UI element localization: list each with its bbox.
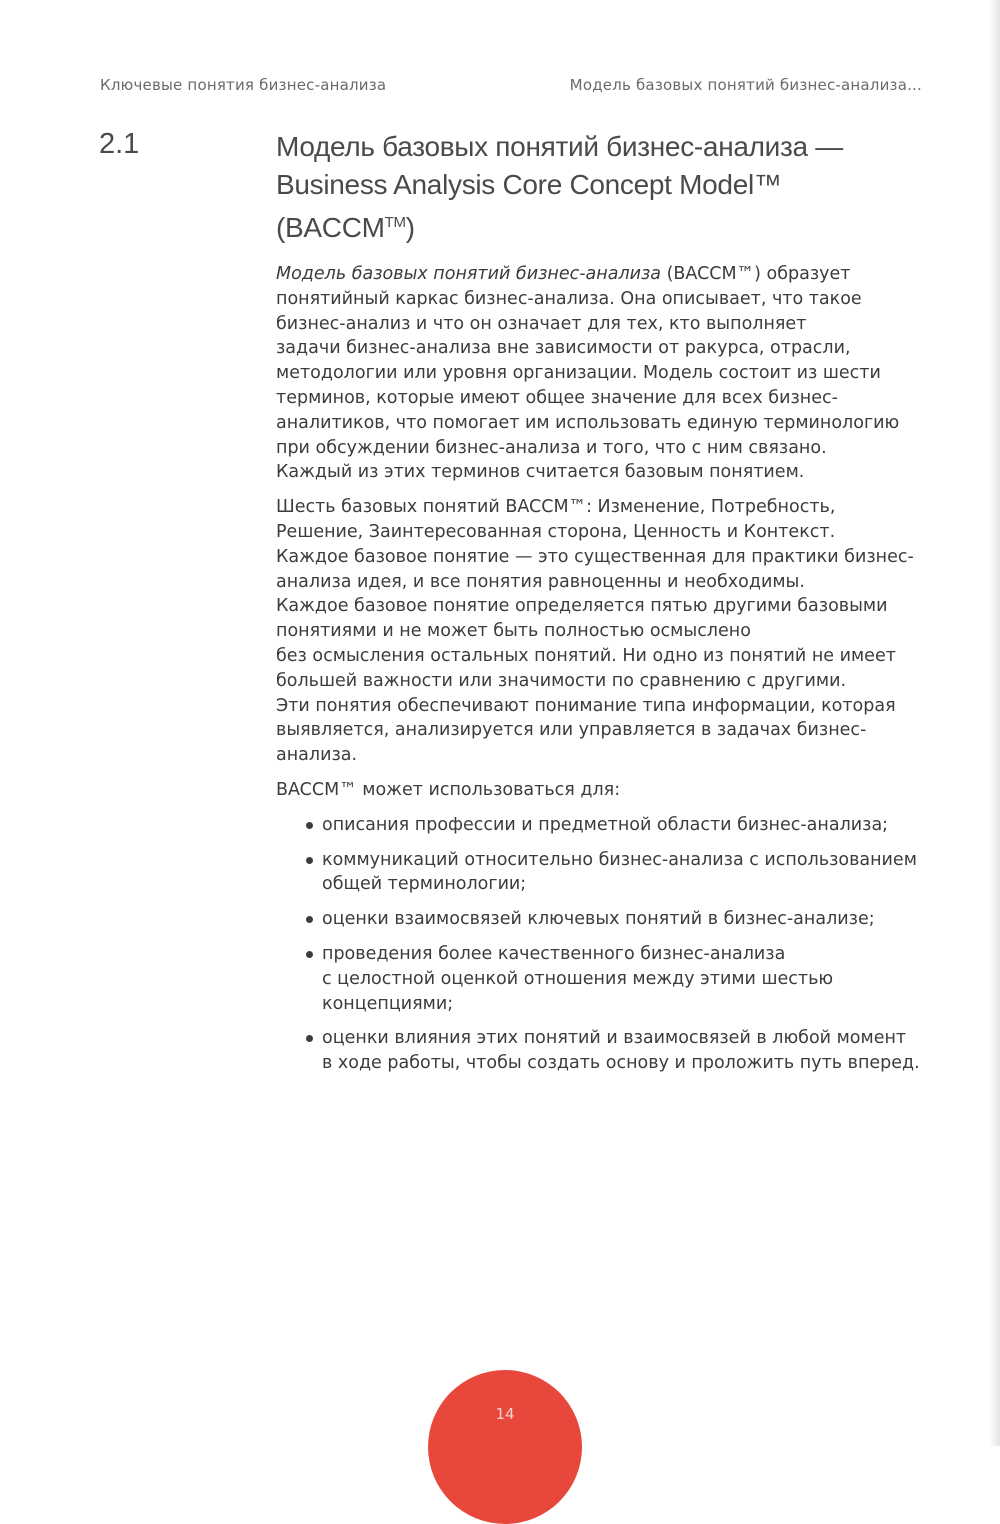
section-title-line-2: Business Analysis Core Concept Model™ <box>276 169 782 200</box>
section-number: 2.1 <box>99 128 140 160</box>
title-acronym: (BACCM <box>276 212 385 243</box>
paragraph-line: задачи бизнес-анализа вне зависимости от ракурса, отрасли, <box>276 338 851 359</box>
section-title-line-3 <box>276 204 896 247</box>
paragraph-line: Решение, Заинтересованная сторона, Ценность и Контекст. <box>276 521 836 542</box>
section-title <box>276 128 896 247</box>
page-number-badge <box>428 1370 582 1524</box>
paragraph-line <box>276 262 936 287</box>
paragraph-line: при обсуждении бизнес-анализа и того, что с ним связано. <box>276 437 827 458</box>
paragraph-line: методологии или уровня организации. Модель состоит из шести <box>276 363 881 384</box>
list-item <box>304 942 936 1016</box>
body-text <box>276 262 936 1086</box>
paragraph-line: Каждый из этих терминов считается базовым понятием. <box>276 462 805 483</box>
trademark-superscript: TM <box>384 214 406 231</box>
bullet-icon <box>306 1035 313 1042</box>
list-item-line: коммуникаций относительно бизнес-анализа с использованием <box>322 849 917 870</box>
bullet-icon <box>306 822 313 829</box>
list-item <box>304 813 936 838</box>
paragraph-core-concepts <box>276 495 936 768</box>
italic-term: Модель базовых понятий бизнес-анализа <box>276 264 662 284</box>
list-item <box>304 848 936 898</box>
paragraph-line: Каждое базовое понятие определяется пятью другими базовыми <box>276 596 888 617</box>
paragraph-intro <box>276 262 936 485</box>
paragraph-line-rest: (BACCM™) образует <box>661 264 851 284</box>
list-item-line: оценки взаимосвязей ключевых понятий в бизнес-анализе; <box>322 909 875 930</box>
paragraph-line: анализа идея, и все понятия равноценны и необходимы. <box>276 571 805 592</box>
paragraph-line: Эти понятия обеспечивают понимание типа информации, которая <box>276 695 896 716</box>
paragraph-line: понятиями и не может быть полностью осмыслено <box>276 621 751 642</box>
list-item-line: общей терминологии; <box>322 874 527 895</box>
paragraph-line: понятийный каркас бизнес-анализа. Она описывает, что такое <box>276 288 862 309</box>
paragraph-line: без осмысления остальных понятий. Ни одно из понятий не имеет <box>276 645 896 666</box>
page-number: 14 <box>495 1405 515 1423</box>
paragraph-line: анализа. <box>276 745 358 766</box>
paragraph-usage-intro: BACCM™ может использоваться для: <box>276 779 621 800</box>
bullet-icon <box>306 951 313 958</box>
paragraph-line: бизнес-анализ и что он означает для тех, кто выполняет <box>276 313 807 334</box>
page-edge-shadow <box>988 0 1000 1446</box>
list-item-line: с целостной оценкой отношения между этими шестью <box>322 968 834 989</box>
running-header-section: Модель базовых понятий бизнес-анализа... <box>569 76 922 94</box>
list-item <box>304 1026 936 1076</box>
paragraph-line: выявляется, анализируется или управляется в задачах бизнес- <box>276 720 867 741</box>
list-item-line: в ходе работы, чтобы создать основу и проложить путь вперед. <box>322 1053 920 1074</box>
section-title-line-1: Модель базовых понятий бизнес-анализа — <box>276 131 844 162</box>
bullet-icon <box>306 857 313 864</box>
paragraph-line: большей важности или значимости по сравнению с другими. <box>276 670 847 691</box>
running-header-chapter: Ключевые понятия бизнес-анализа <box>100 76 387 94</box>
list-item-line: концепциями; <box>322 993 454 1014</box>
list-item-line: оценки влияния этих понятий и взаимосвязей в любой момент <box>322 1028 907 1049</box>
paragraph-line: аналитиков, что помогает им использовать единую терминологию <box>276 412 900 433</box>
paragraph-line: Каждое базовое понятие — это существенная для практики бизнес- <box>276 546 914 567</box>
paragraph-line: Шесть базовых понятий BACCM™: Изменение, Потребность, <box>276 497 836 518</box>
bullet-icon <box>306 916 313 923</box>
list-item-line: проведения более качественного бизнес-анализа <box>322 943 786 964</box>
paragraph-line: терминов, которые имеют общее значение для всех бизнес- <box>276 387 838 408</box>
usage-list <box>276 813 936 1076</box>
list-item <box>304 907 936 932</box>
list-item-line: описания профессии и предметной области бизнес-анализа; <box>322 814 889 835</box>
title-closing-paren: ) <box>405 212 415 243</box>
